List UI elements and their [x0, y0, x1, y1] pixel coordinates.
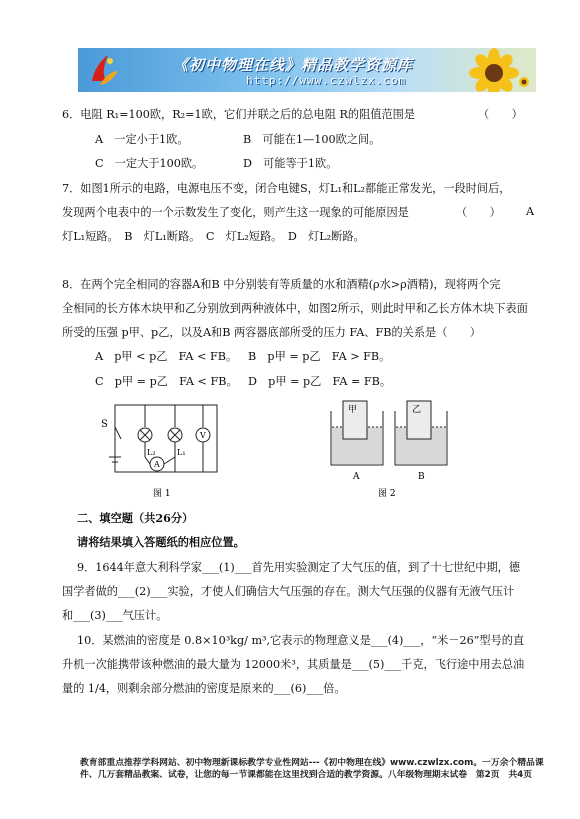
block-jia-label: 甲	[348, 405, 358, 415]
q9-line1: 9．1644年意大利科学家___(1)___首先用实验测定了大气压的值，到了十七世纪中期，德	[77, 561, 521, 574]
lamp-l2-label: L₂	[147, 448, 156, 457]
q8-option-d: D p甲 = p乙 FA = FB。	[248, 375, 392, 388]
q6-stem: 6．电阻 R₁=100欧，R₂=1欧，它们并联之后的总电阻 R的阻值范围是	[62, 108, 416, 121]
q8-option-c: C p甲 = p乙 FA < FB。	[95, 375, 238, 388]
q10-line1: 10．某燃油的密度是 0.8×10³kg/ m³,它表示的物理意义是___(4)___，“米－26”型号的直	[77, 634, 525, 647]
section2-heading: 二、填空题（共26分）	[77, 511, 194, 525]
q9-line3: 和___(3)___气压计。	[62, 609, 168, 622]
q8-line2: 全相同的长方体木块甲和乙分别放到两种液体中，如图2所示，则此时甲和乙长方体木块下表面	[62, 302, 528, 315]
header-banner	[78, 48, 536, 92]
section2-instruction: 请将结果填入答题纸的相应位置。	[77, 535, 245, 549]
figure2-caption: 图 2	[378, 489, 396, 497]
q9-line2: 国学者做的___(2)___实验，才使人们确信大气压强的存在。测大气压强的仪器有无液气压计	[62, 585, 515, 598]
page-footer: 教育部重点推荐学科网站、初中物理新课标教学专业性网站---《初中物理在线》www.czwlzx.com。一万余个精品课件、几万套精品教案、试卷，让您的每一节课都能在这里找到合适的教学资源。八年级物理期末试卷 第2页 共4页	[80, 758, 544, 780]
q6-answer-paren: （ ）	[478, 108, 523, 121]
figure1-caption: 图 1	[153, 489, 171, 497]
q6-option-c: C 一定大于100欧。	[95, 157, 204, 170]
q7-option-a-letter: A	[526, 205, 535, 218]
q7-line1: 7．如图1所示的电路，电源电压不变，闭合电键S，灯L₁和L₂都能正常发光，一段时间后，	[62, 182, 511, 195]
q6-option-b: B 可能在1—100欧之间。	[243, 133, 381, 146]
q10-line3: 量的 1/4，则剩余部分燃油的密度是原来的___(6)___倍。	[62, 682, 346, 695]
q7-answer-paren: （ ）	[456, 206, 501, 219]
q7-options: 灯L₁短路。 B 灯L₁断路。 C 灯L₂短路。 D 灯L₂断路。	[62, 230, 365, 243]
site-logo-icon	[84, 51, 122, 89]
q8-line3: 所受的压强 p甲、p乙，以及A和B 两容器底部所受的压力 FA、FB的关系是（ ）	[62, 326, 481, 339]
container-b-label: B	[418, 472, 425, 482]
sunflower-icon	[454, 48, 534, 92]
switch-label: S	[101, 419, 108, 430]
block-yi-label: 乙	[412, 405, 422, 415]
q10-line2: 升机一次能携带该种燃油的最大量为 12000米³，其质量是___(5)___千克，飞行途中用去总油	[62, 658, 525, 671]
lamp-l1-label: L₁	[177, 448, 186, 457]
q7-line2: 发现两个电表中的一个示数发生了变化，则产生这一现象的可能原因是	[62, 206, 409, 219]
banner-title: 《初中物理在线》精品教学资源库	[173, 56, 414, 74]
q6-option-d: D 可能等于1欧。	[243, 157, 338, 170]
ammeter-label: A	[154, 460, 160, 469]
q8-line1: 8．在两个完全相同的容器A和B 中分别装有等质量的水和酒精(ρ水>ρ酒精)，现将两个完	[62, 278, 501, 291]
voltmeter-label: V	[200, 431, 206, 440]
banner-url: http://www.czwlzx.com	[246, 74, 407, 87]
q6-option-a: A 一定小于1欧。	[95, 133, 189, 146]
figure1-circuit-diagram	[95, 397, 230, 497]
q8-option-a: A p甲 < p乙 FA < FB。	[95, 350, 238, 363]
container-a-label: A	[353, 472, 360, 482]
figure2-containers-diagram	[323, 397, 453, 497]
q8-option-b: B p甲 = p乙 FA > FB。	[248, 350, 391, 363]
